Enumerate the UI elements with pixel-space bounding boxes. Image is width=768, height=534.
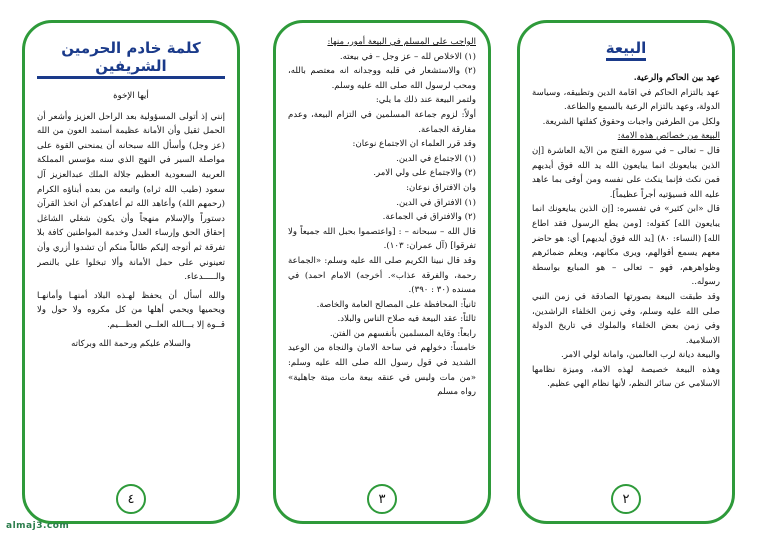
page-three-content [288,35,476,481]
division-item-1: (١) الافتراق في الدين. [396,197,476,208]
page-two [517,20,735,524]
definition: عهد بين الحاكم والرعية. [633,73,720,83]
definition-detail: عهد بالتزام الحاكم في اقامة الدين وتطبيقه، وسياسة الدولة، وعهد بالتزام الرعية بالسمع والطاعة. [532,87,720,113]
page-four-content [37,33,225,481]
page-number: ٢ [611,484,641,514]
division-types: وان الافتراق نوعان: [406,182,476,193]
page-four [22,20,240,524]
rights-duties: ولكل من الطرفين واجبات وحقوق كفلتها الشريعة. [542,116,720,127]
gathering-item-2: (٢) والاجتماع على ولي الامر. [373,168,476,179]
site-watermark: almaj3.com [6,521,70,531]
point-fifth: خامساً: دخولهم في ساحة الامان والنجاة من الوعيد الشديد في قول رسول الله صلى الله عليه وسلم: «من مات وليس في عنقه بيعة مات ميتة جاهلية» رواه مسلم [288,343,476,398]
page-number: ٣ [367,484,397,514]
speech-paragraph-1: إنني إذ أتولى المسؤولية بعد الراحل العزيز وأشعر أن الحمل ثقيل وأن الأمانة عظيمة أستمد العون من الله (عز وجل) وأسأل الله سبحانه أن يمنحني القوة على مواصلة السير في النهج الذي سنه مؤسس المملكة العربية السعودية العظيم جلالة الملك عبدالعزيز آل سعود (طيب الله ثراه) واتبعه من بعده أبناؤه الكرام (رحمهم الله) وأعاهد الله ثم أعاهدكم أن اتخذ القرآن دستوراً والإسلام منهجاً وأن يكون شغلي الشاغل إحقاق الحق وإرساء العدل وخدمة المواطنين كافة بلا تفرقة ثم أتوجه إليكم طالباً منكم أن تشدوا أزري وأن تعينوني على حمل الأمانة وألا تبخلوا علي بالنصر والـــــدعاء. [37,111,225,283]
trust-line: والبيعة ديانة لرب العالمين، وامانة لولي الامر. [560,350,720,361]
point-second: ثانياً: المحافظة على المصالح العامة والخاصة. [316,299,476,310]
speech-paragraph-2: والله أسأل أن يحفظ لهـذه البلاد أمنهـا وأمانهـا ويحميها ويحمي أهلها من كل مكروه ولا حول ولا قــوة إلا بـــالله العلــي العظـــيم. [37,290,225,330]
history-paragraph: وقد طبقت البيعة بصورتها الصادقة في زمن النبي صلى الله عليه وسلم، وفي زمن الخلفاء الراشدين، وفي زمن بعض الخلفاء والملوك في تاريخ الدولة الاسلامية. [532,291,720,346]
fruits-heading: ولتمر البيعة عند ذلك ما يلي: [375,95,476,106]
division-item-2: (٢) والافتراق في الجماعة. [382,212,476,223]
page-two-content [532,33,720,481]
hadith-quote: وقد قال نبينا الكريم صلى الله عليه وسلم: «الجماعة رحمة، والفرقة عذاب». أخرجه) الامام احمد) في مسنده (٣٠ : ٣٩٠). [288,255,476,296]
gathering-types: وقد قرر العلماء ان الاجتماع نوعان: [352,139,476,150]
page-number: ٤ [116,484,146,514]
point-first: أولاً: لزوم جماعة المسلمين في التزام البيعة، وعدم مفارقة الجماعة. [288,109,476,135]
page-four-title: كلمة خادم الحرمين الشريفين [37,39,225,79]
ibn-kathir-quote: قال «ابن كثير» في تفسيره: [إن الذين يبايعونك انما يبايعون الله] كقوله: [ومن يطع الرسول فقد اطاع الله] (النساء: ٨٠) [يد الله فوق أيديهم] أي: هو حاضر معهم يسمع أقوالهم، ويرى مكانهم، ويعلم ضمائرهم وظواهرهم، فهو – تعالى – هو المبايع بواسطة رسوله.. [532,204,720,288]
point-fourth: رابعاً: وقاية المسلمين بأنفسهم من الفتن. [329,328,476,339]
page-two-title: البيعة [532,39,720,61]
point-third: ثالثاً: عقد البيعة فيه صلاح الناس والبلاد. [337,314,476,325]
quran-verse: قال الله – سبحانه – : [واعتصموا بحبل الله جميعاً ولا تفرقوا] (آل عمران: ١٠٣). [288,226,476,252]
quran-verse: قال – تعالى – في سورة الفتح من الآية العاشرة [إن الذين يبايعونك انما يبايعون الله يد الله فوق أيديهم فمن نكث فإنما ينكث على نفسه ومن أوفى بما عاهد عليه الله فسيؤتيه أجراً عظيماً]. [532,145,720,200]
speech-closing: والسلام عليكم ورحمة الله وبركاته [71,338,191,349]
duties-heading: الواجب على المسلم في البيعة أمور، منها: [327,37,476,47]
gathering-item-1: (١) الاجتماع في الدين. [396,153,476,164]
duty-item-1: (١) الاخلاص لله – عز وجل – في بيعته. [339,51,476,62]
unique-feature: وهذه البيعة خصيصة لهذه الامة، وميزة نظامها الاسلامي عن سائر النظم، لأنها نظام الهي عظيم. [532,364,720,390]
duty-item-2: (٢) والاستشعار في قلبه ووجدانه انه معتصم بالله، ومحب لرسول الله صلى الله عليه وسلم. [288,66,476,91]
greeting: أيها الإخوة [113,91,149,101]
features-heading: البيعة من خصائص هذه الامة: [617,131,720,142]
page-three [273,20,491,524]
